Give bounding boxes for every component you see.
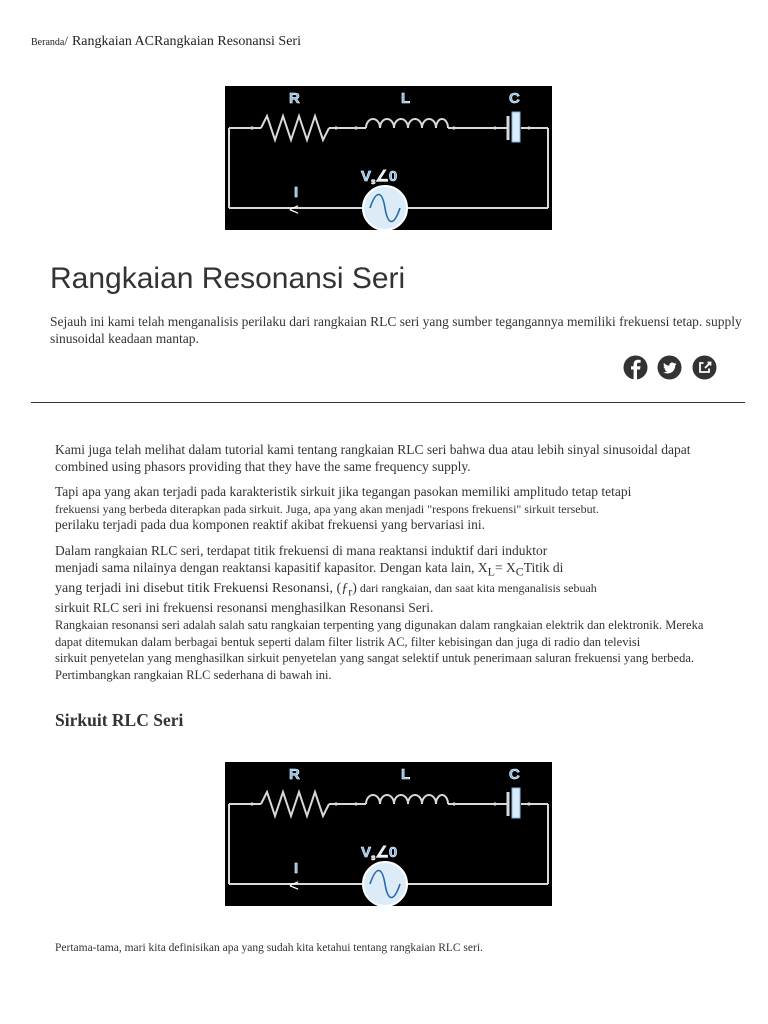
share-icon	[692, 355, 717, 380]
paragraph-1	[55, 441, 690, 475]
facebook-icon	[623, 355, 648, 380]
label-r: R	[289, 90, 300, 107]
resistor-symbol	[261, 792, 329, 816]
paragraph-3-line-4: sirkuit RLC seri ini frekuensi resonansi menghasilkan Resonansi Seri.	[55, 599, 434, 615]
paragraph-4-line-4: Pertimbangkan rangkaian RLC sederhana di bawah ini.	[55, 667, 332, 682]
twitter-share-button[interactable]	[657, 355, 682, 380]
label-vs: $V_s\angle 0$	[361, 168, 398, 186]
inductor-symbol	[366, 119, 448, 128]
paragraph-3-line-1: Dalam rangkaian RLC seri, terdapat titik frekuensi di mana reaktansi induktif dari induktor	[55, 543, 548, 558]
breadcrumb-home-link[interactable]: Beranda	[31, 37, 65, 48]
paragraph-2-line-3: perilaku terjadi pada dua komponen reaktif akibat frekuensi yang bervariasi ini.	[55, 517, 485, 532]
share-button[interactable]	[692, 355, 717, 380]
paragraph-4-line-2: dapat ditemukan dalam berbagai bentuk seperti dalam filter listrik AC, filter kebisingan dan juga di radio dan televisi	[55, 634, 641, 649]
twitter-icon	[657, 355, 682, 380]
paragraph-3-line-2: menjadi sama nilainya dengan reaktansi kapasitif kapasitor. Dengan kata lain, $X_L=$ $X_CTitik$ di	[55, 559, 564, 579]
paragraph-4-line-1: Rangkaian resonansi seri adalah salah satu rangkaian terpenting yang digunakan dalam rangkaian elektrik dan elektronik. Mereka	[55, 618, 704, 632]
breadcrumb	[31, 32, 301, 50]
paragraph-2	[55, 484, 631, 534]
breadcrumb-separator: /	[64, 33, 68, 48]
label-l: L	[401, 766, 411, 783]
label-i: I	[294, 184, 299, 201]
label-vs: $V_s\angle 0$	[361, 844, 398, 862]
label-c: C	[509, 90, 520, 107]
label-l: L	[401, 90, 411, 107]
divider	[31, 402, 745, 403]
section-heading: Sirkuit RLC Seri	[55, 710, 184, 730]
inductor-symbol	[366, 795, 448, 804]
paragraph-2-line-2: frekuensi yang berbeda diterapkan pada sirkuit. Juga, apa yang akan menjadi "respons frekuensi" sirkuit tersebut.	[55, 501, 599, 516]
current-arrow: <	[289, 200, 299, 219]
resonant-frequency-symbol: ƒ	[341, 580, 349, 596]
label-r: R	[289, 766, 300, 783]
label-c: C	[509, 766, 520, 783]
resistor-symbol	[261, 116, 329, 140]
circuit-diagram-top	[225, 86, 552, 230]
paragraph-2-line-1: Tapi apa yang akan terjadi pada karakteristik sirkuit jika tegangan pasokan memiliki amplitudo tetap tetapi	[55, 484, 632, 499]
intro-text: Sejauh ini kami telah menganalisis perilaku dari rangkaian RLC seri yang sumber tegangannya memiliki frekuensi tetap. supply sinusoidal keadaan mantap.	[50, 314, 742, 346]
closing-text: Pertama-tama, mari kita definisikan apa yang sudah kita ketahui tentang rangkaian RLC seri.	[55, 942, 483, 954]
circuit-diagram-bottom	[225, 762, 552, 906]
paragraph-4	[55, 617, 703, 683]
paragraph-3-line-3: yang terjadi ini disebut titik Frekuensi Resonansi, $(ƒ_r)$ dari rangkaian, dan saat kita menganalisis sebuah	[55, 580, 597, 599]
paragraph-1-line-2: combined using phasors providing that they have the same frequency supply.	[55, 459, 471, 474]
capacitor-plate-right	[512, 112, 520, 142]
paragraph-1-line-1: Kami juga telah melihat dalam tutorial kami tentang rangkaian RLC seri bahwa dua atau lebih sinyal sinusoidal dapat	[55, 442, 691, 457]
page-title: Rangkaian Resonansi Seri	[50, 262, 406, 295]
label-i: I	[294, 860, 299, 877]
breadcrumb-current: Rangkaian Resonansi Seri	[154, 34, 301, 49]
capacitor-plate-right	[512, 788, 520, 818]
paragraph-3	[55, 543, 597, 616]
paragraph-4-line-3: sirkuit penyetelan yang menghasilkan sirkuit penyetelan yang sangat selektif untuk penerimaan saluran frekuensi yang berbeda.	[55, 651, 695, 665]
facebook-share-button[interactable]	[623, 355, 648, 380]
current-arrow: <	[289, 876, 299, 895]
breadcrumb-section-link[interactable]: Rangkaian AC	[71, 34, 154, 49]
